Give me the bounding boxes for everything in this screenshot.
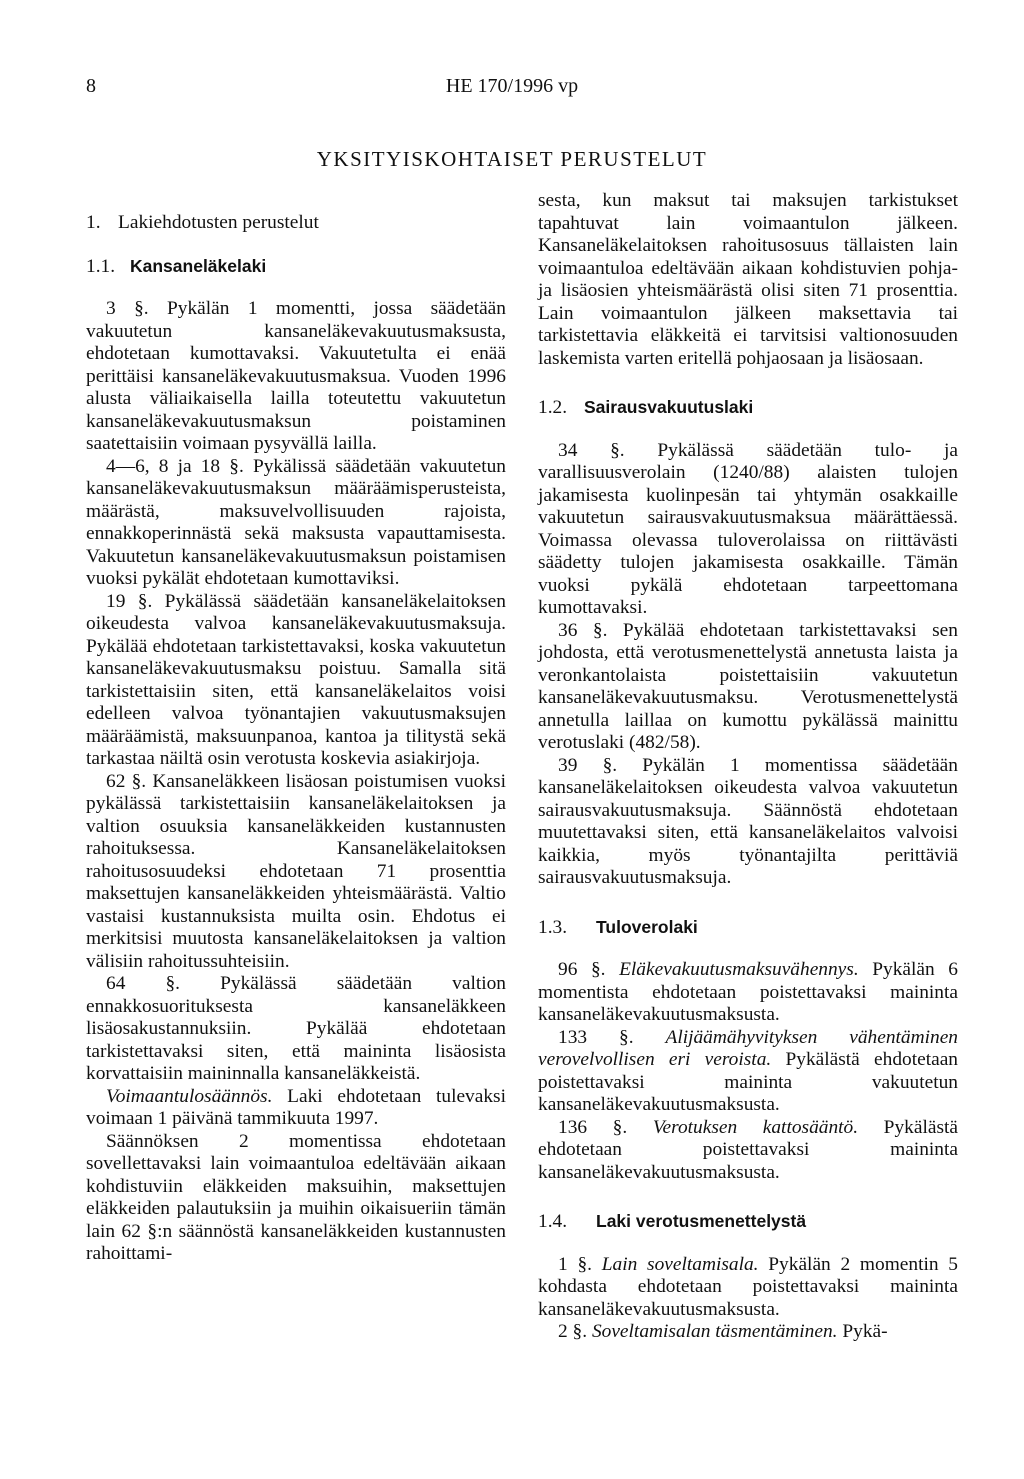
paragraph-text: Pykälästä ehdotetaan poistettavaksi maininta kansaneläkevakuutusmaksusta.	[538, 1116, 958, 1183]
section-title: Sairausvakuutuslaki	[584, 397, 754, 417]
italic-term: Verotuksen kattosääntö.	[652, 1116, 859, 1138]
section-title: Kansaneläkelaki	[130, 255, 267, 276]
document-title: YKSITYISKOHTAISET PERUSTELUT	[316, 147, 708, 171]
section-heading-1-3	[538, 916, 958, 940]
section-number: 1.2.	[538, 397, 568, 418]
paragraph: 3 §. Pykälän 1 momentti, jossa säädetään vakuutetun kansaneläkevakuutusmaksusta, ehdotetaan kumottavaksi. Vakuutetulta ei enää perittäisi kansaneläkevakuutusmaksua. Vuoden 1996 alusta väliaikaisella lailla toteutettu vakuutetun kansaneläkevakuutusmaksun poistaminen saatettaisiin voimaan pysyvällä lailla.	[86, 298, 506, 454]
italic-term: Alijäämähyvityksen vähentäminen verovelvollisen eri veroista.	[538, 1026, 958, 1070]
paragraph-text: Pykälästä ehdotetaan poistettavaksi maininta vakuutetun kansaneläkevakuutusmaksusta.	[538, 1049, 959, 1115]
left-column	[86, 190, 506, 1266]
paragraph-text: Pykä-	[837, 1321, 888, 1342]
italic-term: Eläkevakuutusmaksuvähennys.	[619, 959, 859, 980]
paragraph-text: Pykälän 6 momentista ehdotetaan poistettavaksi maininta kansaneläkevakuutusmaksusta.	[538, 959, 958, 1025]
section-title: Lakiehdotusten perustelut	[118, 212, 319, 233]
paragraph: 64 §. Pykälässä säädetään valtion ennakkosuorituksesta kansaneläkkeen lisäosakustannuksiin. Pykälää ehdotetaan tarkistettavaksi siten, että maininta lisäosista korvattaisiin maininnalla kansaneläkkeistä.	[86, 973, 506, 1084]
section-title: Tuloverolaki	[596, 916, 698, 937]
paragraph	[538, 1027, 958, 1117]
section-title: Laki verotusmenettelystä	[596, 1211, 807, 1231]
paragraph-text: Laki ehdotetaan tulevaksi voimaan 1 päivänä tammikuuta 1997.	[86, 1085, 506, 1129]
section-number: 1.4.	[538, 1211, 568, 1232]
paragraph	[538, 1117, 958, 1185]
paragraph: Säännöksen 2 momentissa ehdotetaan sovellettavaksi lain voimaantuloa edeltävään aikaan kohdistuviin eläkkeiden maksuihin, maksettujen eläkkeiden palautuksiin ja muihin oikaisueriin tämän lain 62 §:n säännöstä kansaneläkkeiden kustannusten rahoittami-	[86, 1130, 506, 1264]
section-ref: 133 §.	[558, 1026, 666, 1048]
paragraph	[538, 959, 958, 1027]
paragraph: 36 §. Pykälää ehdotetaan tarkistettavaksi sen johdosta, että verotusmenettelystä annetusta laista ja veronkantolaista poistettaisiin vakuutetun kansaneläkevakuutusmaksu. Verotusmenettelystä annetulla laillaa on kumottu pykälässä mainittu verotuslaki (482/58).	[538, 619, 958, 753]
paragraph-text: Pykälän 2 momentin 5 kohdasta ehdotetaan poistettavaksi maininta kansaneläkevakuutusmaksusta.	[538, 1253, 958, 1320]
paragraph	[86, 1086, 506, 1131]
section-number: 1.3.	[538, 916, 568, 938]
section-number: 1.	[86, 212, 101, 233]
paragraph: 39 §. Pykälän 1 momentissa säädetään kansaneläkelaitoksen oikeudesta valvoa vakuutetun sairausvakuutusmaksuja. Säännöstä ehdotetaan muutettavaksi siten, että kansaneläkelaitos valvoisi kaikkia, myös työnantajilta perittäviä sairausvakuutusmaksuja.	[538, 754, 958, 888]
paragraph: 34 §. Pykälässä säädetään tulo- ja varallisuusverolain (1240/88) alaisten tulojen jakamisesta kuolinpesän tai yhtymän osakkaille vakuutetun sairausvakuutusmaksua määrättäessä. Voimassa olevassa tuloverolaissa on riittävästi säädetty tulojen jakamisesta osakkaille. Tämän vuoksi pykälä ehdotetaan tarpeettomana kumottavaksi.	[538, 439, 958, 618]
section-heading-1-1	[86, 255, 506, 279]
section-heading-1-4	[538, 1210, 958, 1234]
paragraph: 4—6, 8 ja 18 §. Pykälissä säädetään vakuutetun kansaneläkevakuutusmaksun määräämisperusteista, määrästä, maksuvelvollisuuden rajoista, ennakkoperinnästä sekä maksusta vapauttamisesta. Vakuutetun kansaneläkevakuutusmaksun poistamisen vuoksi pykälät ehdotetaan kumottaviksi.	[86, 455, 506, 589]
section-heading-1	[86, 212, 506, 235]
paragraph: sesta, kun maksut tai maksujen tarkistukset tapahtuvat lain voimaantulon jälkeen. Kansaneläkelaitoksen rahoitusosuus tällaisten lain voimaantuloa edeltävään aikaan kohdistuvien pohja- ja lisäosien yhteismäärästä olisi siten 71 prosenttia. Lain voimaantulon jälkeen maksettavia tai tarkistettavia eläkkeitä ei tarvitsisi valtionosuuden laskemista varten eritellä pohjaosaan ja lisäosaan.	[538, 190, 958, 369]
section-ref: 96 §.	[558, 959, 620, 980]
paragraph: 62 §. Kansaneläkkeen lisäosan poistumisen vuoksi pykälässä tarkistettaisiin kansaneläkelaitoksen ja valtion osuuksia kansaneläkkeiden kustannusten rahoituksessa. Kansaneläkelaitoksen rahoitusosuudeksi ehdotetaan 71 prosenttia maksettujen kansaneläkkeiden yhteismäärästä. Valtio vastaisi kustannuksista muilta osin. Ehdotus ei merkitsisi muutosta kansaneläkelaitoksen ja valtion välisiin rahoitussuhteisiin.	[86, 770, 506, 972]
paragraph: 19 §. Pykälässä säädetään kansaneläkelaitoksen oikeudesta valvoa kansaneläkevakuutusmaksuja. Pykälää ehdotetaan tarkistettavaksi, koska vakuutetun kansaneläkevakuutusmaksu poistuu. Samalla sitä tarkistettaisiin siten, että kansaneläkelaitos voisi edelleen valvoa työnantajien vakuutusmaksujen määräämistä, maksuunpanoa, kantoa ja tilitystä sekä tarkastaa näiltä osin verotusta koskevia asiakirjoja.	[86, 590, 506, 769]
italic-term: Soveltamisalan täsmentäminen.	[591, 1321, 838, 1342]
page-number: 8	[86, 75, 96, 97]
section-heading-1-2	[538, 396, 958, 420]
section-ref: 2 §.	[558, 1321, 592, 1342]
section-number: 1.1.	[86, 255, 116, 277]
paragraph	[538, 1254, 958, 1322]
italic-term: Voimaantulosäännös.	[106, 1085, 273, 1107]
paragraph	[538, 1321, 958, 1344]
section-ref: 136 §.	[558, 1116, 653, 1138]
italic-term: Lain soveltamisala.	[601, 1253, 759, 1275]
right-column	[538, 190, 958, 1344]
running-header: HE 170/1996 vp	[445, 75, 579, 97]
section-ref: 1 §.	[558, 1253, 602, 1275]
